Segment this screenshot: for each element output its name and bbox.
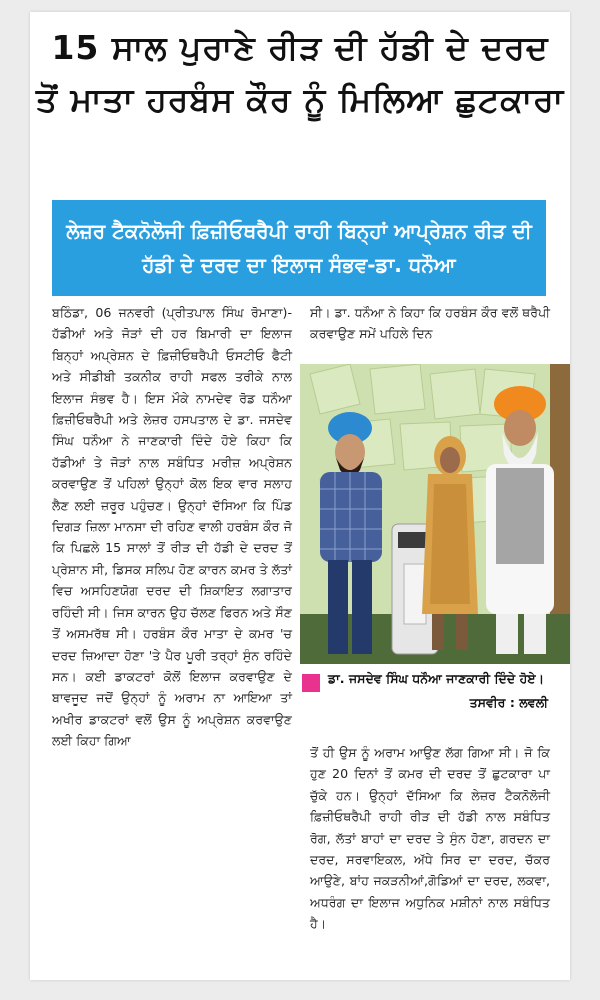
newspaper-clipping bbox=[30, 12, 570, 980]
article-left-column: ਬਠਿੰਡਾ, 06 ਜਨਵਰੀ (ਪ੍ਰੀਤਪਾਲ ਸਿੰਘ ਰੋਮਾਣਾ)- ਹੱਡੀਆਂ ਅਤੇ ਜੋੜਾਂ ਦੀ ਹਰ ਬਿਮਾਰੀ ਦਾ ਇਲਾਜ ਬਿਨ੍ਹਾਂ ਅਪ੍ਰੇਸ਼ਨ ਦੇ ਫ਼ਿਜ਼ੀਓਥਰੈਪੀ ਓਸਟੀਓ ਫੈਟੀ ਅਤੇ ਸੀਡੀਬੀ ਤਕਨੀਕ ਰਾਹੀ ਸਫਲ ਤਰੀਕੇ ਨਾਲ ਇਲਾਜ ਸੰਭਵ ਹੈ। ਇਸ ਮੌਕੇ ਨਾਮਦੇਵ ਰੋਡ ਧਨੌਆ ਫ਼ਿਜ਼ੀਓਥਰੈਪੀ ਅਤੇ ਲੇਜ਼ਰ ਹਸਪਤਾਲ ਦੇ ਡਾ. ਜਸਦੇਵ ਸਿੰਘ ਧਨੌਆ ਨੇ ਜਾਣਕਾਰੀ ਦਿੰਦੇ ਹੋਏ ਕਿਹਾ ਕਿ ਹੱਡੀਆਂ ਤੇ ਜੋੜਾਂ ਨਾਲ ਸਬੰਧਿਤ ਮਰੀਜ਼ ਅਪ੍ਰੇਸ਼ਨ ਕਰਵਾਉਣ ਤੋਂ ਪਹਿਲਾਂ ਉਨ੍ਹਾਂ ਕੋਲ ਇਕ ਵਾਰ ਸਲਾਹ ਲੈਣ ਲਈ ਜ਼ਰੂਰ ਪਹੁੰਚਣ। ਉਨ੍ਹਾਂ ਦੱਸਿਆ ਕਿ ਪਿੰਡ ਦਿਗੜ ਜ਼ਿਲਾ ਮਾਨਸਾ ਦੀ ਰਹਿਣ ਵਾਲੀ ਹਰਬੰਸ ਕੌਰ ਜੋ ਕਿ ਪਿਛਲੇ 15 ਸਾਲਾਂ ਤੋਂ ਰੀੜ ਦੀ ਹੱਡੀ ਦੇ ਦਰਦ ਤੋਂ ਪ੍ਰੇਸ਼ਾਨ ਸੀ, ਡਿਸਕ ਸਲਿਪ ਹੋਣ ਕਾਰਨ ਕਮਰ ਤੇ ਲੱਤਾਂ ਵਿਚ ਅਸਹਿਣਯੋਗ ਦਰਦ ਦੀ ਸ਼ਿਕਾਇਤ ਲਗਾਤਾਰ ਰਹਿੰਦੀ ਸੀ। ਜਿਸ ਕਾਰਨ ਉਹ ਚੱਲਣ ਫਿਰਨ ਅਤੇ ਸੌਣ ਤੋਂ ਅਸਮਰੱਥ ਸੀ। ਹਰਬੰਸ ਕੌਰ ਮਾਤਾ ਦੇ ਕਮਰ 'ਚ ਦਰਦ ਜ਼ਿਆਦਾ ਹੋਣਾ 'ਤੇ ਪੈਰ ਪੂਰੀ ਤਰ੍ਹਾਂ ਸੁੰਨ ਰਹਿੰਦੇ ਸਨ। ਕਈ ਡਾਕਟਰਾਂ ਕੋਲੋਂ ਇਲਾਜ ਕਰਵਾਉਣ ਦੇ ਬਾਵਜੂਦ ਜਦੋਂ ਉਨ੍ਹਾਂ ਨੂੰ ਅਰਾਮ ਨਾ ਆਇਆ ਤਾਂ ਅਖੀਰ ਡਾਕਟਰਾਂ ਵਲੋਂ ਉਸ ਨੂੰ ਅਪ੍ਰੇਸ਼ਨ ਕਰਵਾਉਣ ਲਈ ਕਿਹਾ ਗਿਆ bbox=[52, 305, 292, 749]
photo-caption bbox=[302, 668, 548, 718]
subheadline-banner bbox=[52, 200, 546, 296]
caption-bullet bbox=[302, 674, 320, 692]
photo-illustration bbox=[300, 364, 570, 664]
photo-credit: ਤਸਵੀਰ : ਲਵਲੀ bbox=[469, 695, 548, 710]
news-photo bbox=[300, 364, 570, 664]
headline-line-1: 15 ਸਾਲ ਪੁਰਾਣੇ ਰੀੜ ਦੀ ਹੱਡੀ ਦੇ ਦਰਦ bbox=[51, 28, 549, 67]
subheadline-text: ਲੇਜ਼ਰ ਟੈਕਨੋਲੋਜੀ ਫ਼ਿਜ਼ੀਓਥਰੈਪੀ ਰਾਹੀ ਬਿਨ੍ਹਾਂ ਆਪ੍ਰੇਸ਼ਨ ਰੀੜ ਦੀ ਹੱਡੀ ਦੇ ਦਰਦ ਦਾ ਇਲਾਜ ਸੰਭਵ-ਡਾ. ਧਨੌਆ bbox=[66, 219, 532, 277]
headline bbox=[30, 22, 570, 126]
article-right-column-top: ਸੀ। ਡਾ. ਧਨੌਆ ਨੇ ਕਿਹਾ ਕਿ ਹਰਬੰਸ ਕੌਰ ਵਲੋਂ ਥਰੈਪੀ ਕਰਵਾਉਣ ਸਮੇਂ ਪਹਿਲੇ ਦਿਨ bbox=[310, 305, 550, 342]
caption-text: ਡਾ. ਜਸਦੇਵ ਸਿੰਘ ਧਨੌਆ ਜਾਣਕਾਰੀ ਦਿੰਦੇ ਹੋਏ। bbox=[328, 671, 545, 686]
headline-line-2: ਤੋਂ ਮਾਤਾ ਹਰਬੰਸ ਕੌਰ ਨੂੰ ਮਿਲਿਆ ਛੁਟਕਾਰਾ bbox=[35, 80, 565, 119]
article-right-column-bottom: ਤੋਂ ਹੀ ਉਸ ਨੂੰ ਅਰਾਮ ਆਉਣ ਲੱਗ ਗਿਆ ਸੀ। ਜੋ ਕਿ ਹੁਣ 20 ਦਿਨਾਂ ਤੋਂ ਕਮਰ ਦੀ ਦਰਦ ਤੋਂ ਛੁਟਕਾਰਾ ਪਾ ਚੁੱਕੇ ਹਨ। ਉਨ੍ਹਾਂ ਦੱਸਿਆ ਕਿ ਲੇਜ਼ਰ ਟੈਕਨੋਲੋਜੀ ਫ਼ਿਜ਼ੀਓਥਰੈਪੀ ਰਾਹੀ ਰੀੜ ਦੀ ਹੱਡੀ ਨਾਲ ਸਬੰਧਿਤ ਰੋਗ, ਲੱਤਾਂ ਬਾਹਾਂ ਦਾ ਦਰਦ ਤੇ ਸੁੰਨ ਹੋਣਾ, ਗਰਦਨ ਦਾ ਦਰਦ, ਸਰਵਾਇਕਲ, ਅੱਧੇ ਸਿਰ ਦਾ ਦਰਦ, ਚੱਕਰ ਆਉਣੇ, ਬਾਂਹ ਜਕੜਨੀਆਂ,ਗੋਡਿਆਂ ਦਾ ਦਰਦ, ਲਕਵਾ, ਅਧਰੰਗ ਦਾ ਇਲਾਜ ਅਧੁਨਿਕ ਮਸ਼ੀਨਾਂ ਨਾਲ ਸਬੰਧਿਤ ਹੈ। bbox=[310, 745, 550, 932]
